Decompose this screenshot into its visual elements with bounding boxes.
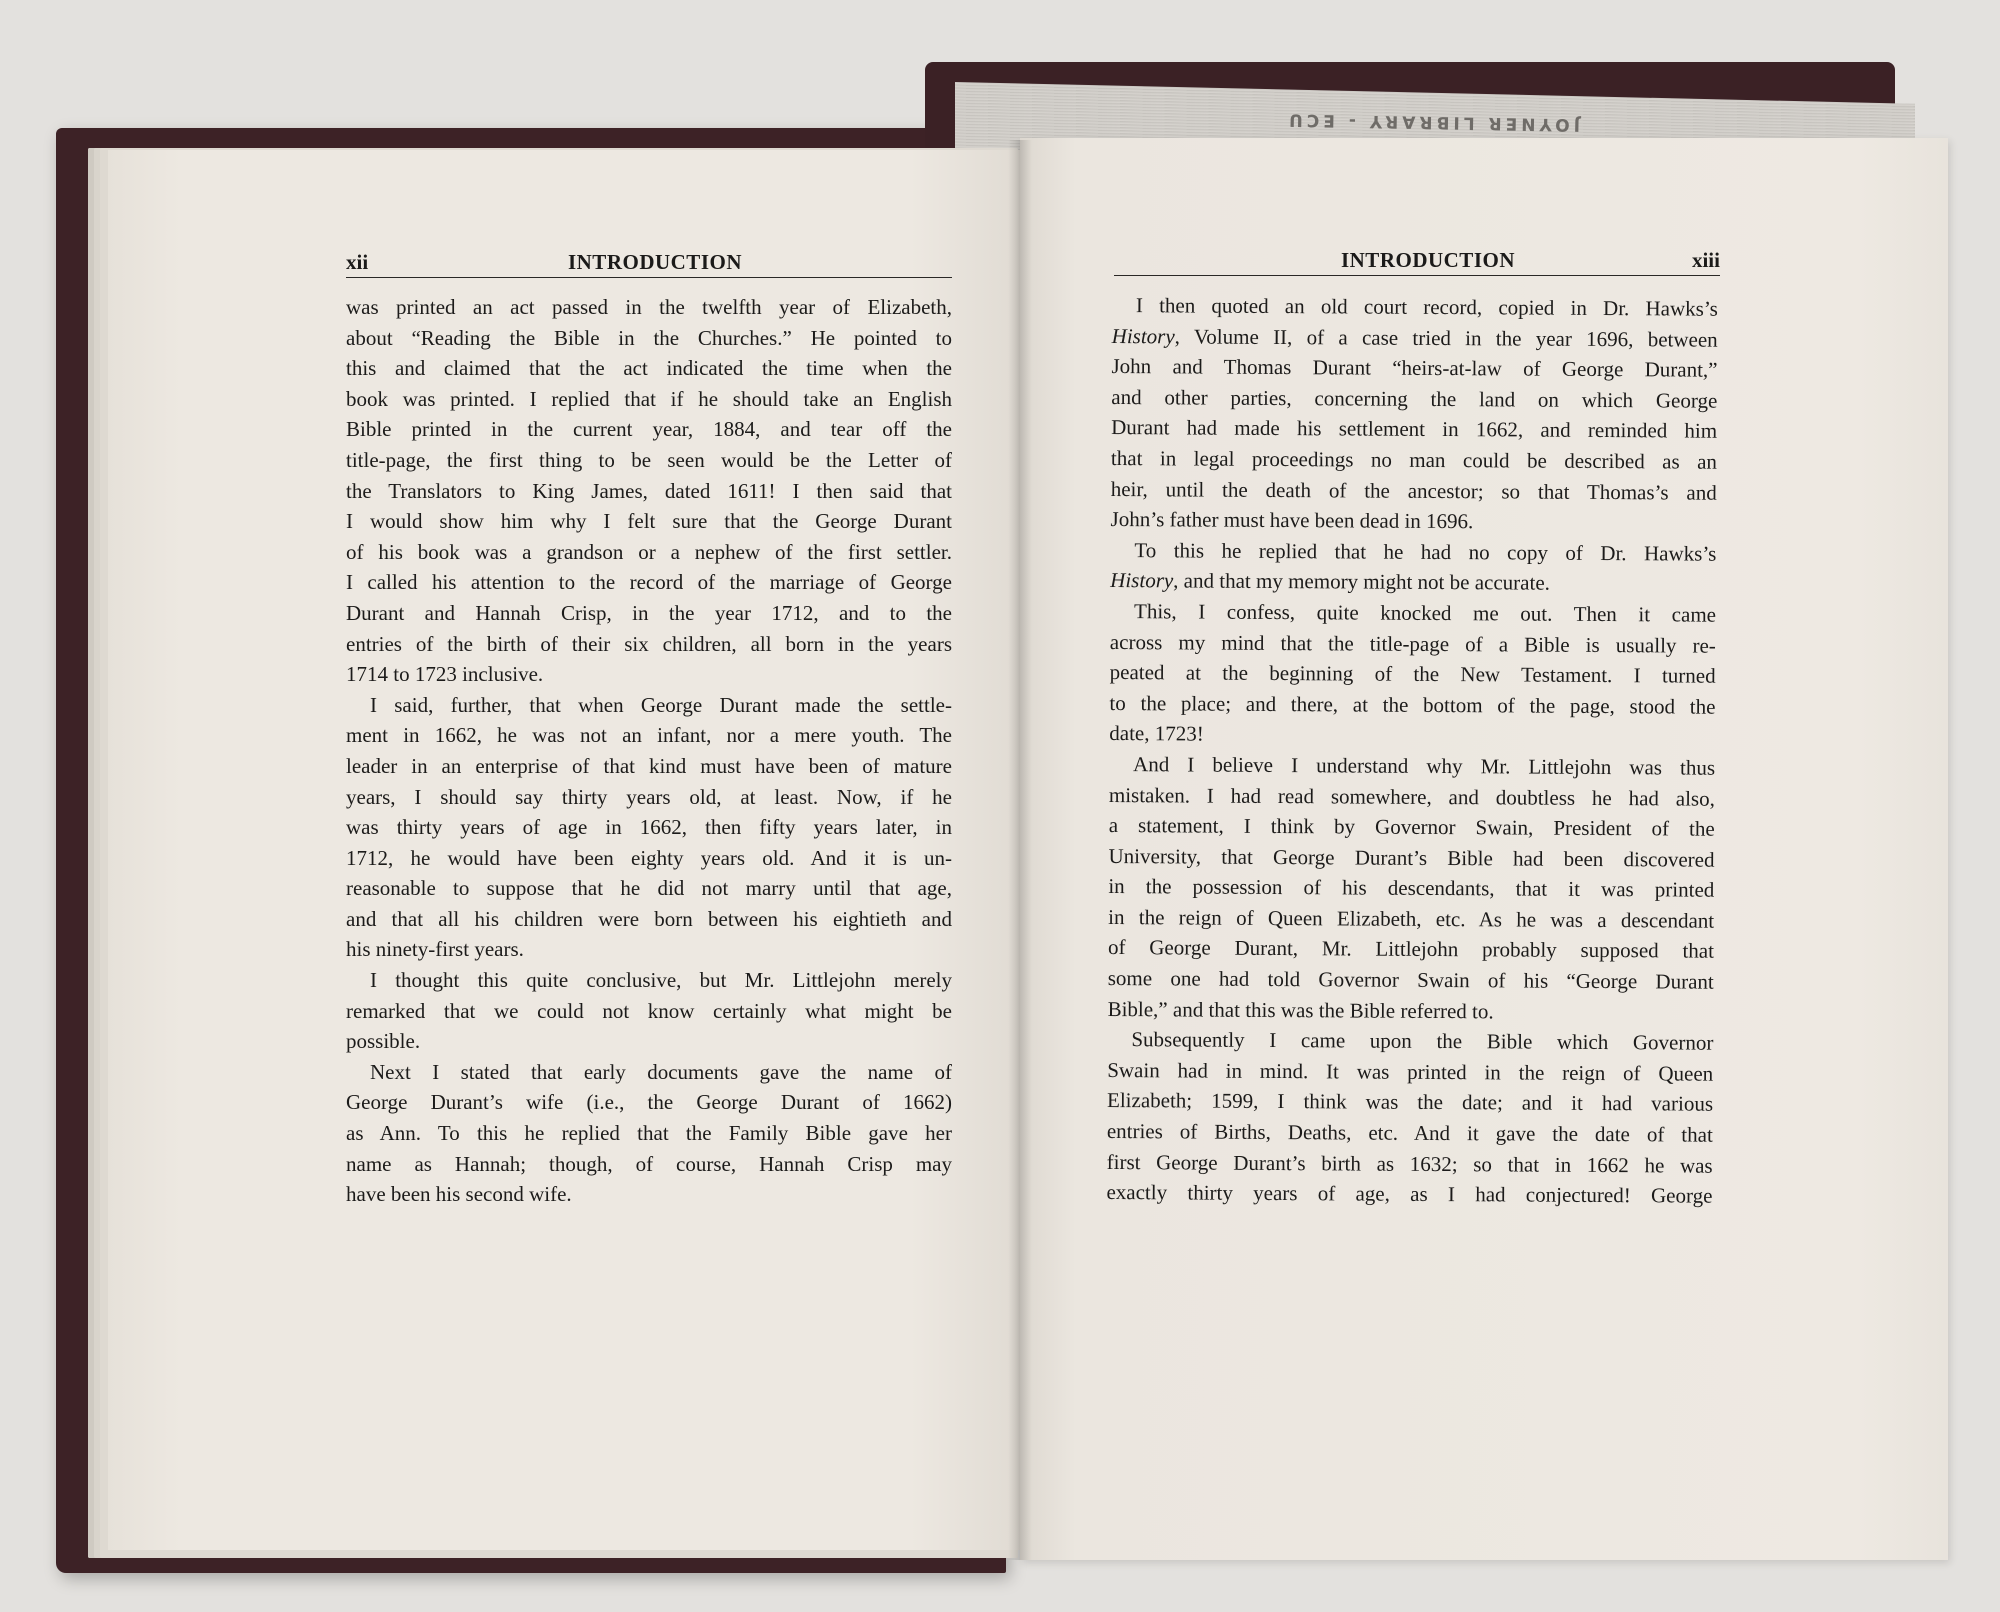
text-line: a statement, I think by Governor Swain, President of the bbox=[1108, 813, 1715, 841]
left-page-number: xii bbox=[346, 250, 369, 274]
italic-title: History bbox=[1110, 568, 1174, 593]
text-line: his ninety-first years. bbox=[346, 937, 524, 962]
text-line: Subsequently I came upon the Bible which Governor bbox=[1131, 1027, 1714, 1055]
text-line: some one had told Governor Swain of his “George Durant bbox=[1107, 966, 1714, 994]
text-line: the Translators to King James, dated 1611! I then said that bbox=[346, 478, 952, 503]
text-line: John’s father must have been dead in 1696. bbox=[1110, 507, 1474, 534]
text-line: Bible printed in the current year, 1884, and tear off the bbox=[346, 417, 952, 442]
text-line: and other parties, concerning the land on which George bbox=[1111, 384, 1718, 413]
text-line: ment in 1662, he was not an infant, nor a mere youth. The bbox=[346, 723, 952, 748]
text-line: was printed an act passed in the twelfth year of Elizabeth, bbox=[346, 295, 952, 319]
italic-title: History bbox=[1111, 323, 1175, 348]
right-running-head bbox=[1114, 248, 1720, 276]
text-line: across my mind that the title-page of a Bible is usually re- bbox=[1109, 629, 1716, 658]
text-line: was thirty years of age in 1662, then fifty years later, in bbox=[346, 815, 952, 840]
text-line: that in legal proceedings no man could be described as an bbox=[1110, 445, 1718, 474]
text-line: Swain had in mind. It was printed in the reign of Queen bbox=[1107, 1057, 1714, 1086]
text-line: Durant had made his settlement in 1662, and reminded him bbox=[1111, 415, 1718, 444]
text-line: To this he replied that he had no copy of Dr. Hawks’s bbox=[1134, 537, 1717, 566]
text-line: Elizabeth; 1599, I think was the date; and it had various bbox=[1106, 1088, 1714, 1117]
text-line: mistaken. I had read somewhere, and doubtless he had also, bbox=[1108, 782, 1715, 811]
text-line: possible. bbox=[346, 1029, 421, 1054]
text-line: I then quoted an old court record, copied in Dr. Hawks’s bbox=[1135, 293, 1718, 321]
text-line: I would show him why I felt sure that the George Durant bbox=[346, 509, 952, 534]
text-line: in the possession of his descendants, that it was printed bbox=[1108, 874, 1715, 902]
text-line: I said, further, that when George Durant made the settle- bbox=[370, 692, 952, 717]
text-line: George Durant’s wife (i.e., the George Durant of 1662) bbox=[346, 1090, 952, 1115]
library-stamp: JOYNER LIBRARY - ECU bbox=[1284, 109, 1581, 135]
text-line: entries of Births, Deaths, etc. And it gave the date of that bbox=[1106, 1119, 1713, 1147]
text-line: And I believe I understand why Mr. Littlejohn was thus bbox=[1133, 752, 1716, 780]
left-running-title: INTRODUCTION bbox=[567, 250, 742, 274]
text-line: This, I confess, quite knocked me out. Then it came bbox=[1133, 599, 1717, 627]
text-line: Next I stated that early documents gave the name of bbox=[370, 1059, 952, 1084]
text-line: name as Hannah; though, of course, Hannah Crisp may bbox=[346, 1151, 952, 1176]
left-page-text bbox=[346, 292, 952, 1210]
text-line: and that all his children were born between his eightieth and bbox=[346, 906, 952, 931]
text-line: this and claimed that the act indicated the time when the bbox=[346, 356, 952, 381]
text-line: 1712, he would have been eighty years old. And it is un- bbox=[346, 845, 952, 870]
text-line: remarked that we could not know certainly what might be bbox=[346, 998, 952, 1023]
text-line: I thought this quite conclusive, but Mr. Littlejohn merely bbox=[370, 968, 952, 993]
text-line: reasonable to suppose that he did not marry until that age, bbox=[346, 876, 952, 901]
text-line: University, that George Durant’s Bible had been discovered bbox=[1108, 843, 1715, 872]
text-line: book was printed. I replied that if he should take an English bbox=[346, 386, 952, 411]
text-line: have been his second wife. bbox=[346, 1182, 572, 1207]
text-line: about “Reading the Bible in the Churches.” He pointed to bbox=[346, 325, 952, 350]
text-line: Bible,” and that this was the Bible referred to. bbox=[1107, 996, 1494, 1024]
text-line: years, I should say thirty years old, at least. Now, if he bbox=[346, 784, 952, 809]
right-page-text bbox=[1106, 290, 1718, 1211]
text-line: as Ann. To this he replied that the Family Bible gave her bbox=[346, 1121, 952, 1146]
text-line: of George Durant, Mr. Littlejohn probably supposed that bbox=[1107, 935, 1715, 964]
text-line: I called his attention to the record of the marriage of George bbox=[346, 570, 952, 595]
text-line: heir, until the death of the ancestor; so that Thomas’s and bbox=[1110, 476, 1717, 505]
text-line: leader in an enterprise of that kind must have been of mature bbox=[346, 753, 952, 778]
text-line: peated at the beginning of the New Testament. I turned bbox=[1109, 660, 1716, 688]
text-line: exactly thirty years of age, as I had conjectured! George bbox=[1106, 1180, 1713, 1208]
text-line: History, and that my memory might not be accurate. bbox=[1110, 568, 1551, 596]
text-line: in the reign of Queen Elizabeth, etc. As he was a descendant bbox=[1108, 904, 1715, 933]
book-gutter bbox=[1008, 140, 1032, 1560]
right-page-number: xiii bbox=[1691, 248, 1720, 272]
text-line: Durant and Hannah Crisp, in the year 1712, and to the bbox=[346, 600, 952, 625]
text-line: first George Durant’s birth as 1632; so that in 1662 he was bbox=[1106, 1149, 1713, 1178]
text-line: date, 1723! bbox=[1109, 721, 1204, 746]
text-line: title-page, the first thing to be seen would be the Letter of bbox=[346, 447, 952, 472]
text-line: to the place; and there, at the bottom of the page, stood the bbox=[1109, 690, 1716, 719]
text-line: History, Volume II, of a case tried in the year 1696, between bbox=[1111, 323, 1718, 352]
text-line: 1714 to 1723 inclusive. bbox=[346, 662, 544, 687]
text-line: entries of the birth of their six children, all born in the years bbox=[346, 631, 952, 656]
text-line: of his book was a grandson or a nephew of the first settler. bbox=[346, 539, 952, 564]
right-running-title: INTRODUCTION bbox=[1340, 248, 1515, 272]
text-line: John and Thomas Durant “heirs-at-law of George Durant,” bbox=[1111, 354, 1718, 382]
left-running-head bbox=[346, 250, 952, 278]
